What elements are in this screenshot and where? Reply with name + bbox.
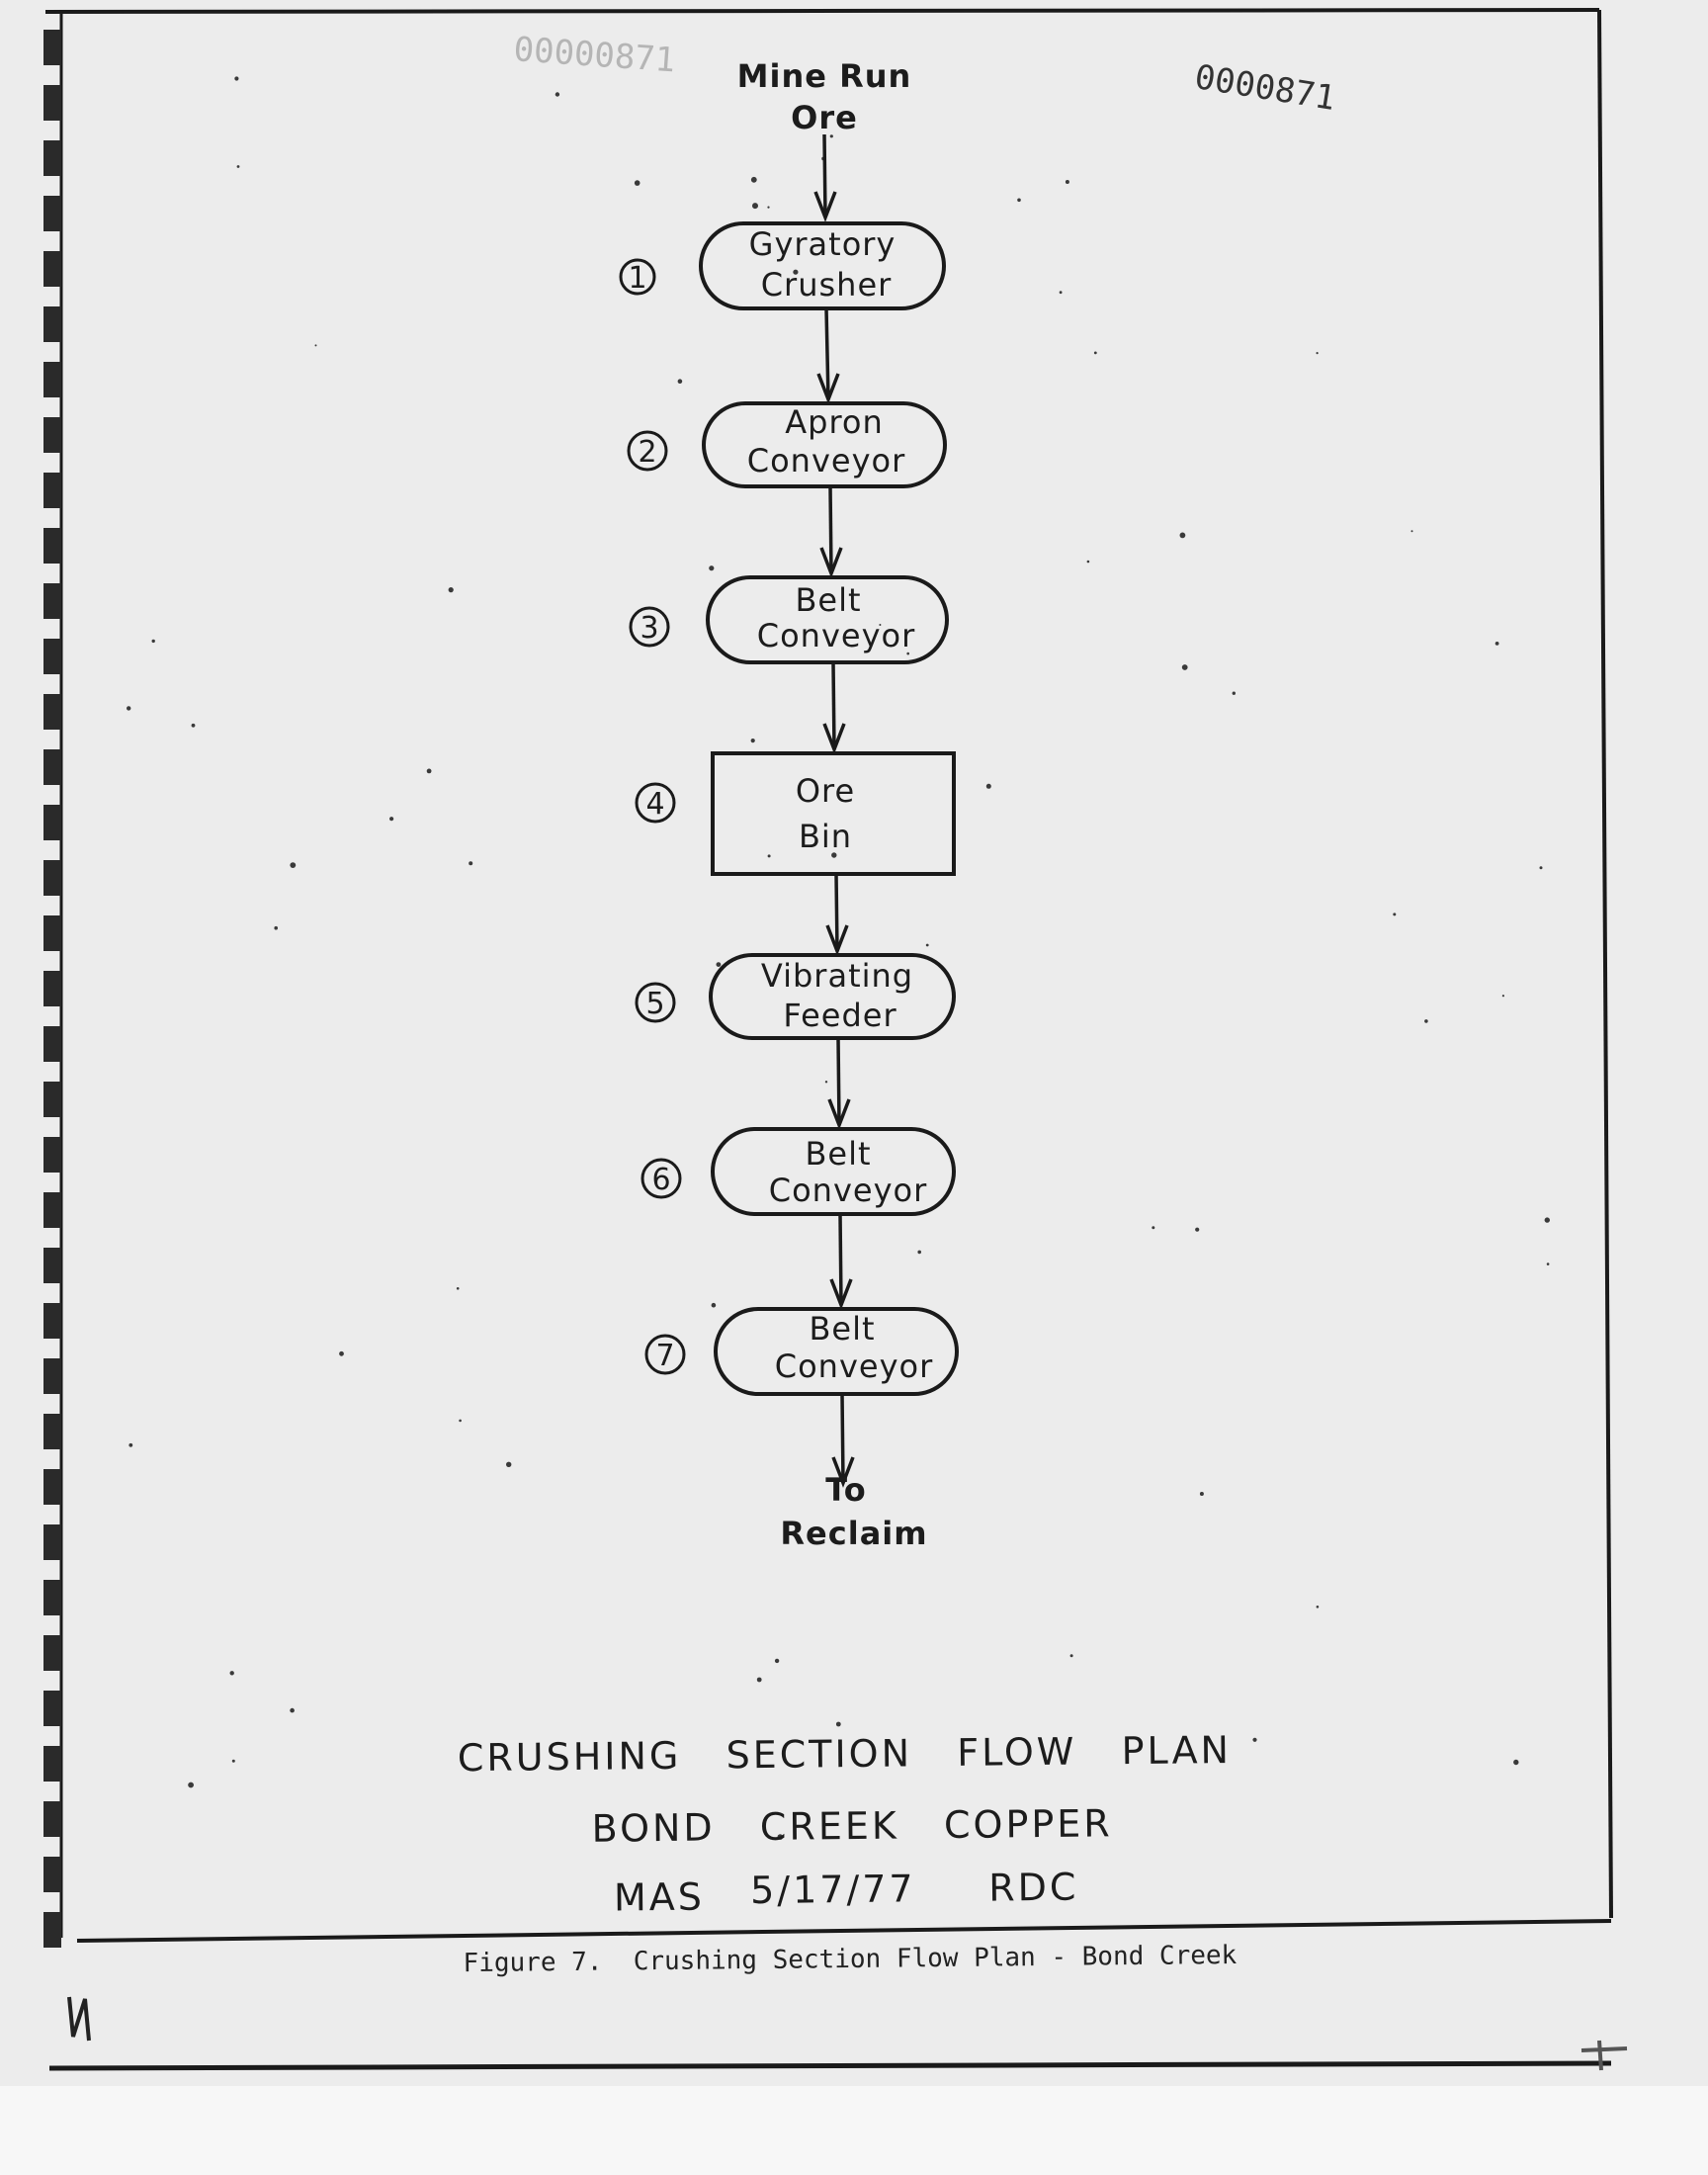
binding-dash: [43, 140, 61, 176]
scan-speck: [1152, 1226, 1154, 1229]
binding-dash: [43, 1912, 61, 1948]
end-label-line2: Reclaim: [780, 1515, 928, 1552]
scan-speck: [1393, 913, 1396, 915]
step-label-line2: Bin: [798, 818, 853, 855]
binding-dash: [43, 1192, 61, 1228]
binding-dash: [43, 1857, 61, 1892]
scan-speck: [315, 344, 317, 346]
scan-speck: [1200, 1492, 1204, 1496]
scan-speck: [678, 379, 683, 384]
scan-margin: [0, 2086, 1708, 2175]
scan-speck: [1066, 180, 1069, 184]
scan-speck: [825, 1081, 827, 1083]
binding-dash: [43, 85, 61, 121]
scan-speck: [767, 207, 769, 209]
scan-speck: [712, 1303, 717, 1308]
binding-dash: [43, 749, 61, 785]
binding-dash: [43, 1746, 61, 1782]
binding-dash: [43, 362, 61, 397]
step-number: 5: [645, 987, 665, 1021]
scan-speck: [1424, 1019, 1428, 1023]
figure-caption: Figure 7. Crushing Section Flow Plan - Bond Creek: [463, 1940, 1238, 1979]
binding-dash: [43, 1082, 61, 1117]
scan-speck: [1233, 692, 1236, 695]
scan-speck: [1411, 530, 1413, 532]
scan-speck: [192, 724, 196, 728]
step-label-line1: Vibrating: [760, 957, 914, 995]
scan-speck: [1317, 1606, 1320, 1609]
binding-dash: [43, 1026, 61, 1062]
scan-speck: [1502, 995, 1504, 997]
step-label-line2: Feeder: [783, 997, 897, 1034]
scan-speck: [1180, 533, 1186, 539]
drawing-initials-right: RDC: [988, 1865, 1079, 1910]
binding-dash: [43, 860, 61, 896]
scan-speck: [232, 1760, 235, 1763]
ghost-stamp-number: 00000871: [512, 30, 677, 81]
scan-speck: [752, 203, 758, 209]
scan-speck: [1017, 199, 1021, 203]
scan-speck: [506, 1462, 511, 1467]
start-label-line2: Ore: [791, 99, 858, 136]
binding-strip: [43, 30, 61, 1948]
step-label-line1: Apron: [785, 403, 884, 441]
scan-speck: [1195, 1228, 1199, 1232]
binding-dash: [43, 306, 61, 342]
scan-speck: [717, 962, 722, 967]
binding-dash: [43, 915, 61, 951]
end-label-line1: To: [825, 1471, 867, 1509]
start-label-line1: Mine Run: [736, 57, 912, 95]
binding-dash: [43, 30, 61, 65]
scan-speck: [635, 180, 640, 186]
scan-speck: [1540, 866, 1543, 869]
drawing-date: 5/17/77: [749, 1867, 916, 1913]
binding-dash: [43, 1524, 61, 1560]
scan-speck: [926, 944, 929, 947]
scan-speck: [555, 92, 559, 96]
step-label-line2: Conveyor: [768, 1172, 928, 1209]
binding-dash: [43, 1414, 61, 1449]
step-label-line1: Belt: [805, 1135, 872, 1173]
step-number: 7: [655, 1339, 675, 1373]
scan-speck: [339, 1351, 344, 1356]
binding-dash: [43, 1801, 61, 1837]
scan-speck: [1317, 352, 1319, 354]
binding-dash: [43, 971, 61, 1006]
step-number: 6: [651, 1163, 671, 1197]
scan-speck: [1087, 561, 1090, 564]
scan-speck: [757, 1678, 762, 1683]
binding-dash: [43, 694, 61, 730]
scan-speck: [751, 177, 757, 183]
scan-speck: [775, 1659, 779, 1663]
step-number: 1: [628, 261, 647, 296]
scan-speck: [1547, 1262, 1550, 1265]
scan-speck: [274, 926, 278, 930]
scan-speck: [449, 587, 454, 592]
step-label-line2: Conveyor: [774, 1348, 934, 1385]
scan-speck: [1070, 1654, 1073, 1657]
scan-speck: [459, 1420, 462, 1423]
scan-speck: [1060, 291, 1063, 294]
scan-speck: [128, 1443, 132, 1447]
scan-speck: [751, 739, 755, 742]
step-label-line2: Crusher: [760, 266, 893, 304]
scan-speck: [1252, 1738, 1256, 1742]
scan-speck: [469, 861, 472, 865]
binding-dash: [43, 417, 61, 453]
binding-dash: [43, 1137, 61, 1173]
step-label-line1: Belt: [795, 581, 862, 619]
scan-speck: [230, 1671, 234, 1675]
scan-speck: [290, 1708, 295, 1713]
scan-speck: [152, 640, 155, 643]
step-number: 2: [638, 435, 657, 470]
scan-speck: [1182, 664, 1188, 670]
scan-speck: [237, 165, 240, 168]
step-label-line2: Conveyor: [756, 617, 916, 654]
binding-dash: [43, 1635, 61, 1671]
scan-speck: [836, 1722, 841, 1727]
scan-speck: [917, 1251, 921, 1255]
binding-dash: [43, 1469, 61, 1505]
drawing-initials-left: MAS: [613, 1874, 706, 1920]
scan-speck: [1545, 1217, 1550, 1222]
binding-dash: [43, 251, 61, 287]
scan-speck: [1094, 352, 1097, 355]
scan-speck: [188, 1783, 194, 1788]
binding-dash: [43, 1691, 61, 1726]
binding-dash: [43, 528, 61, 564]
scan-speck: [457, 1287, 460, 1290]
scan-speck: [1513, 1760, 1518, 1765]
binding-dash: [43, 583, 61, 619]
scan-speck: [290, 862, 296, 868]
binding-dash: [43, 1248, 61, 1283]
scan-speck: [1495, 642, 1499, 646]
binding-dash: [43, 639, 61, 674]
step-label-line1: Ore: [795, 772, 856, 810]
scan-speck: [389, 817, 393, 821]
binding-dash: [43, 1358, 61, 1394]
binding-dash: [43, 196, 61, 231]
scan-speck: [234, 76, 238, 80]
step-number: 3: [640, 611, 659, 646]
binding-dash: [43, 473, 61, 508]
binding-dash: [43, 1303, 61, 1339]
scan-speck: [709, 566, 714, 570]
binding-dash: [43, 805, 61, 840]
step-label-line2: Conveyor: [746, 442, 906, 479]
scan-speck: [427, 769, 432, 774]
scan-speck: [127, 706, 130, 710]
step-number: 4: [645, 787, 665, 822]
drawing-title: CRUSHING SECTION FLOW PLAN: [457, 1727, 1233, 1781]
scan-speck: [768, 854, 771, 857]
drawing-subtitle: BOND CREEK COPPER: [591, 1801, 1113, 1851]
document-stamp-number: 0000871: [1191, 56, 1338, 119]
step-label-line1: Belt: [809, 1310, 876, 1348]
step-label-line1: Gyratory: [748, 225, 897, 263]
scan-speck: [986, 784, 991, 789]
binding-dash: [43, 1580, 61, 1615]
